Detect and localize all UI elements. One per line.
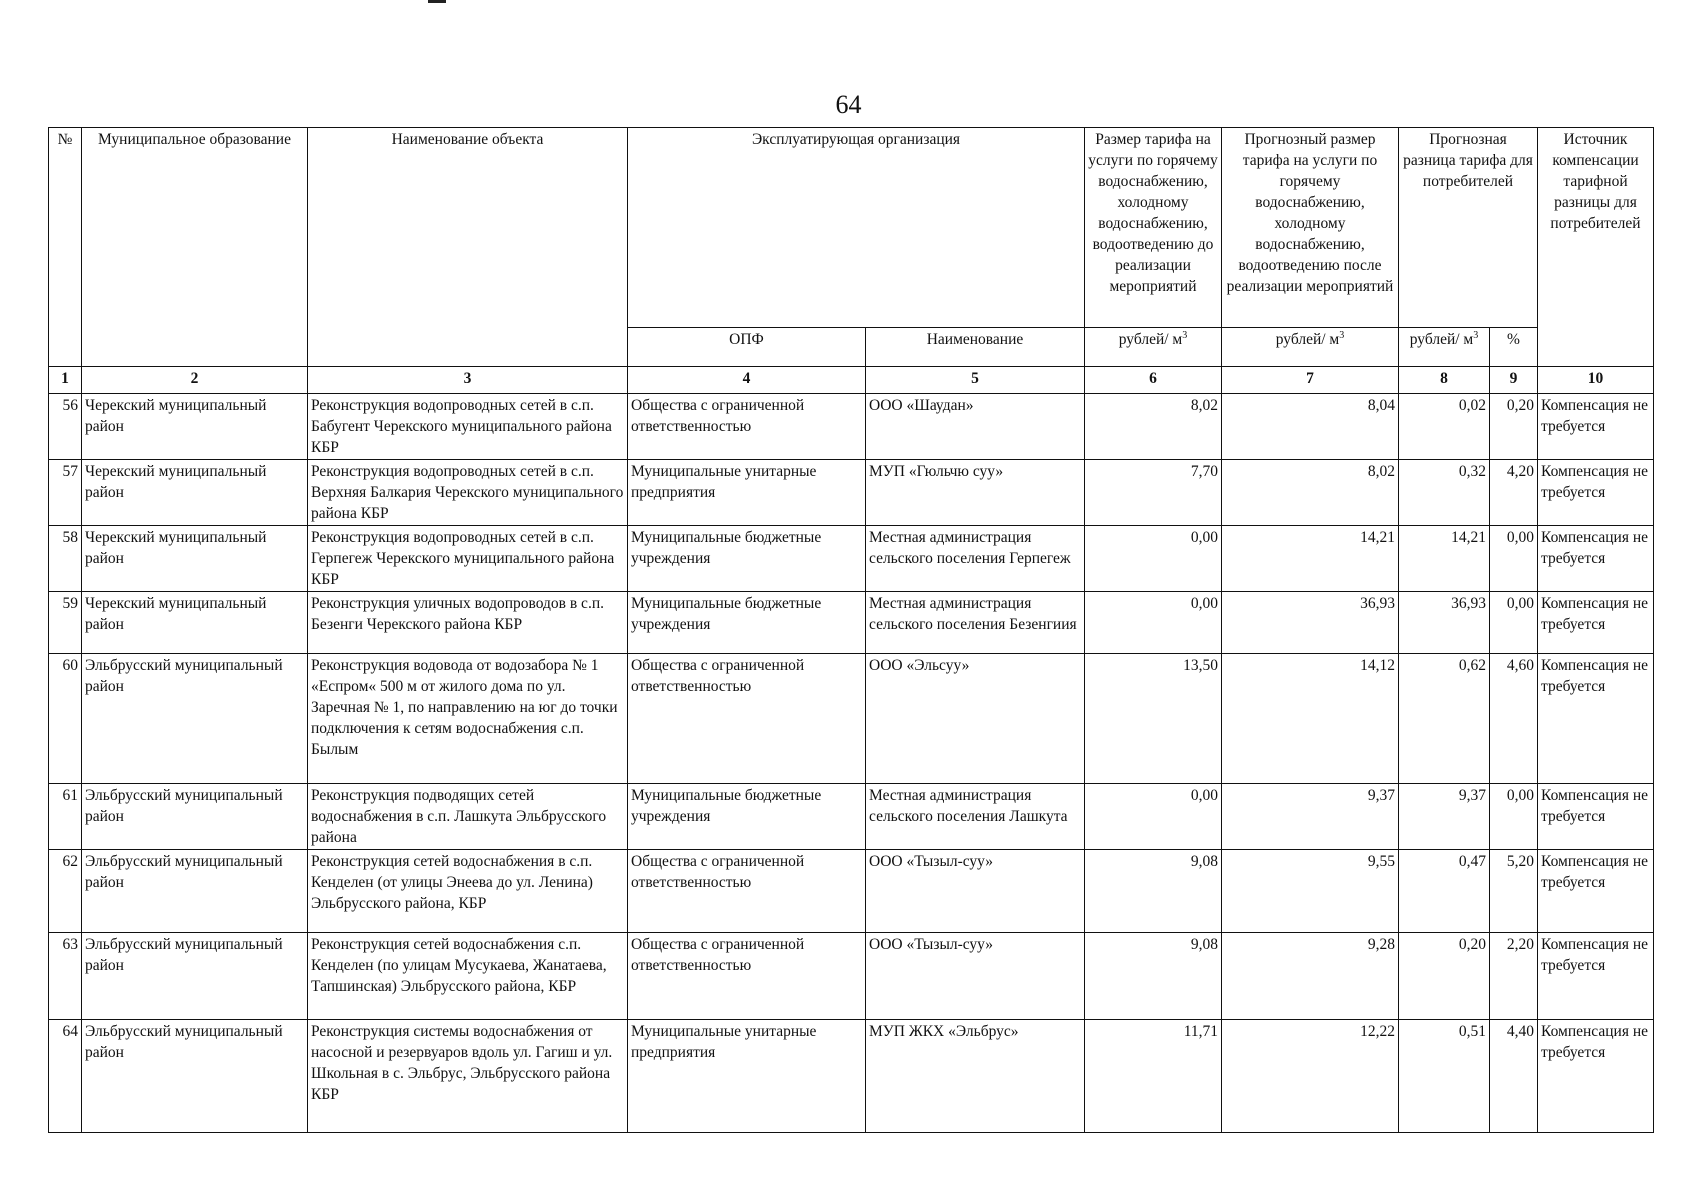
row-diff: 0,47: [1399, 850, 1490, 933]
row-before: 13,50: [1085, 654, 1222, 784]
row-no: 62: [49, 850, 82, 933]
column-number: 5: [866, 367, 1085, 394]
row-name: МУП ЖКХ «Эльбрус»: [866, 1020, 1085, 1133]
row-source: Компенсация не требуется: [1538, 933, 1654, 1020]
row-no: 61: [49, 784, 82, 850]
row-pct: 0,20: [1490, 394, 1538, 460]
row-name: ООО «Шаудан»: [866, 394, 1085, 460]
header-opf: ОПФ: [628, 328, 866, 367]
row-before: 0,00: [1085, 784, 1222, 850]
row-source: Компенсация не требуется: [1538, 850, 1654, 933]
row-opf: Общества с ограниченной ответственностью: [628, 654, 866, 784]
column-number-row: [49, 367, 1654, 394]
header-no: №: [49, 128, 82, 367]
row-object: Реконструкция подводящих сетей водоснабжения в с.п. Лашкута Эльбрусского района: [308, 784, 628, 850]
header-name: Наименование: [866, 328, 1085, 367]
row-after: 9,28: [1222, 933, 1399, 1020]
header-municipality: Муниципальное образование: [82, 128, 308, 367]
row-pct: 2,20: [1490, 933, 1538, 1020]
row-source: Компенсация не требуется: [1538, 592, 1654, 654]
row-before: 0,00: [1085, 592, 1222, 654]
row-no: 63: [49, 933, 82, 1020]
row-name: Местная администрация сельского поселения Безенгиия: [866, 592, 1085, 654]
row-name: Местная администрация сельского поселения Герпегеж: [866, 526, 1085, 592]
column-number: 9: [1490, 367, 1538, 394]
row-opf: Муниципальные бюджетные учреждения: [628, 784, 866, 850]
row-after: 8,02: [1222, 460, 1399, 526]
row-opf: Общества с ограниченной ответственностью: [628, 394, 866, 460]
row-name: ООО «Эльсуу»: [866, 654, 1085, 784]
row-object: Реконструкция водопроводных сетей в с.п. Герпегеж Черекского муниципального района КБР: [308, 526, 628, 592]
row-municipality: Эльбрусский муниципальный район: [82, 933, 308, 1020]
row-no: 57: [49, 460, 82, 526]
row-municipality: Черекский муниципальный район: [82, 394, 308, 460]
unit-after: рублей/ $м^3$: [1222, 328, 1399, 367]
header-source: Источник компенсации тарифной разницы для потребителей: [1538, 128, 1654, 367]
row-before: 9,08: [1085, 933, 1222, 1020]
row-name: МУП «Гюльчю суу»: [866, 460, 1085, 526]
table-row: [49, 526, 1654, 592]
row-diff: 14,21: [1399, 526, 1490, 592]
header-operator: Эксплуатирующая организация: [628, 128, 1085, 328]
row-opf: Муниципальные унитарные предприятия: [628, 1020, 866, 1133]
column-number: 4: [628, 367, 866, 394]
row-diff: 0,20: [1399, 933, 1490, 1020]
row-opf: Муниципальные бюджетные учреждения: [628, 526, 866, 592]
column-number: 6: [1085, 367, 1222, 394]
row-pct: 0,00: [1490, 526, 1538, 592]
row-pct: 0,00: [1490, 784, 1538, 850]
row-before: 8,02: [1085, 394, 1222, 460]
row-diff: 0,51: [1399, 1020, 1490, 1133]
table-row: [49, 1020, 1654, 1133]
row-after: 36,93: [1222, 592, 1399, 654]
row-before: 9,08: [1085, 850, 1222, 933]
unit-diff: рублей/ $м^3$: [1399, 328, 1490, 367]
row-object: Реконструкция водопроводных сетей в с.п. Верхняя Балкария Черекского муниципального района КБР: [308, 460, 628, 526]
row-no: 60: [49, 654, 82, 784]
unit-before: рублей/ $м^3$: [1085, 328, 1222, 367]
row-municipality: Эльбрусский муниципальный район: [82, 784, 308, 850]
column-number: 7: [1222, 367, 1399, 394]
row-object: Реконструкция сетей водоснабжения в с.п. Кенделен (от улицы Энеева до ул. Ленина) Эльбрусского района, КБР: [308, 850, 628, 933]
row-municipality: Эльбрусский муниципальный район: [82, 850, 308, 933]
row-before: 11,71: [1085, 1020, 1222, 1133]
row-municipality: Черекский муниципальный район: [82, 592, 308, 654]
row-object: Реконструкция водопроводных сетей в с.п. Бабугент Черекского муниципального района КБР: [308, 394, 628, 460]
row-source: Компенсация не требуется: [1538, 784, 1654, 850]
table-row: [49, 933, 1654, 1020]
row-source: Компенсация не требуется: [1538, 654, 1654, 784]
row-municipality: Черекский муниципальный район: [82, 460, 308, 526]
row-diff: 9,37: [1399, 784, 1490, 850]
row-pct: 4,40: [1490, 1020, 1538, 1133]
row-object: Реконструкция сетей водоснабжения с.п. Кенделен (по улицам Мусукаева, Жанатаева, Тапшинская) Эльбрусского района, КБР: [308, 933, 628, 1020]
row-name: ООО «Тызыл-суу»: [866, 933, 1085, 1020]
page-number: 64: [835, 90, 862, 119]
row-source: Компенсация не требуется: [1538, 1020, 1654, 1133]
row-diff: 0,02: [1399, 394, 1490, 460]
row-no: 58: [49, 526, 82, 592]
row-pct: 0,00: [1490, 592, 1538, 654]
row-object: Реконструкция водовода от водозабора № 1 «Еспром« 500 м от жилого дома по ул. Заречная № 1, по направлению на юг до точки подключения к сетям водоснабжения с.п. Былым: [308, 654, 628, 784]
row-pct: 4,60: [1490, 654, 1538, 784]
table-row: [49, 654, 1654, 784]
row-diff: 0,32: [1399, 460, 1490, 526]
row-pct: 4,20: [1490, 460, 1538, 526]
row-after: 9,55: [1222, 850, 1399, 933]
row-name: ООО «Тызыл-суу»: [866, 850, 1085, 933]
column-number: 10: [1538, 367, 1654, 394]
row-name: Местная администрация сельского поселения Лашкута: [866, 784, 1085, 850]
row-before: 0,00: [1085, 526, 1222, 592]
row-no: 64: [49, 1020, 82, 1133]
row-after: 12,22: [1222, 1020, 1399, 1133]
row-object: Реконструкция уличных водопроводов в с.п. Безенги Черекского района КБР: [308, 592, 628, 654]
row-opf: Общества с ограниченной ответственностью: [628, 933, 866, 1020]
header-tariff-after: Прогнозный размер тарифа на услуги по горячему водоснабжению, холодному водоснабжению, водоотведению после реализации мероприятий: [1222, 128, 1399, 328]
column-number: 2: [82, 367, 308, 394]
row-source: Компенсация не требуется: [1538, 394, 1654, 460]
table-row: [49, 460, 1654, 526]
table-row: [49, 784, 1654, 850]
row-diff: 36,93: [1399, 592, 1490, 654]
column-number: 1: [49, 367, 82, 394]
column-number: 3: [308, 367, 628, 394]
row-municipality: Эльбрусский муниципальный район: [82, 654, 308, 784]
tariff-table: [48, 127, 1654, 1133]
row-opf: Муниципальные унитарные предприятия: [628, 460, 866, 526]
row-source: Компенсация не требуется: [1538, 460, 1654, 526]
table-row: [49, 850, 1654, 933]
row-opf: Общества с ограниченной ответственностью: [628, 850, 866, 933]
row-after: 9,37: [1222, 784, 1399, 850]
column-number: 8: [1399, 367, 1490, 394]
row-diff: 0,62: [1399, 654, 1490, 784]
row-municipality: Черекский муниципальный район: [82, 526, 308, 592]
header-tariff-before: Размер тарифа на услуги по горячему водоснабжению, холодному водоснабжению, водоотведению до реализации мероприятий: [1085, 128, 1222, 328]
row-no: 56: [49, 394, 82, 460]
row-source: Компенсация не требуется: [1538, 526, 1654, 592]
row-after: 14,21: [1222, 526, 1399, 592]
table-row: [49, 394, 1654, 460]
row-after: 14,12: [1222, 654, 1399, 784]
header-difference: Прогнозная разница тарифа для потребителей: [1399, 128, 1538, 328]
unit-pct: %: [1490, 328, 1538, 367]
row-pct: 5,20: [1490, 850, 1538, 933]
table-row: [49, 592, 1654, 654]
header-object: Наименование объекта: [308, 128, 628, 367]
row-municipality: Эльбрусский муниципальный район: [82, 1020, 308, 1133]
row-object: Реконструкция системы водоснабжения от насосной и резервуаров вдоль ул. Гагиш и ул. Школьная в с. Эльбрус, Эльбрусского района КБР: [308, 1020, 628, 1133]
row-after: 8,04: [1222, 394, 1399, 460]
row-before: 7,70: [1085, 460, 1222, 526]
row-opf: Муниципальные бюджетные учреждения: [628, 592, 866, 654]
row-no: 59: [49, 592, 82, 654]
scan-artifact: [428, 0, 446, 3]
